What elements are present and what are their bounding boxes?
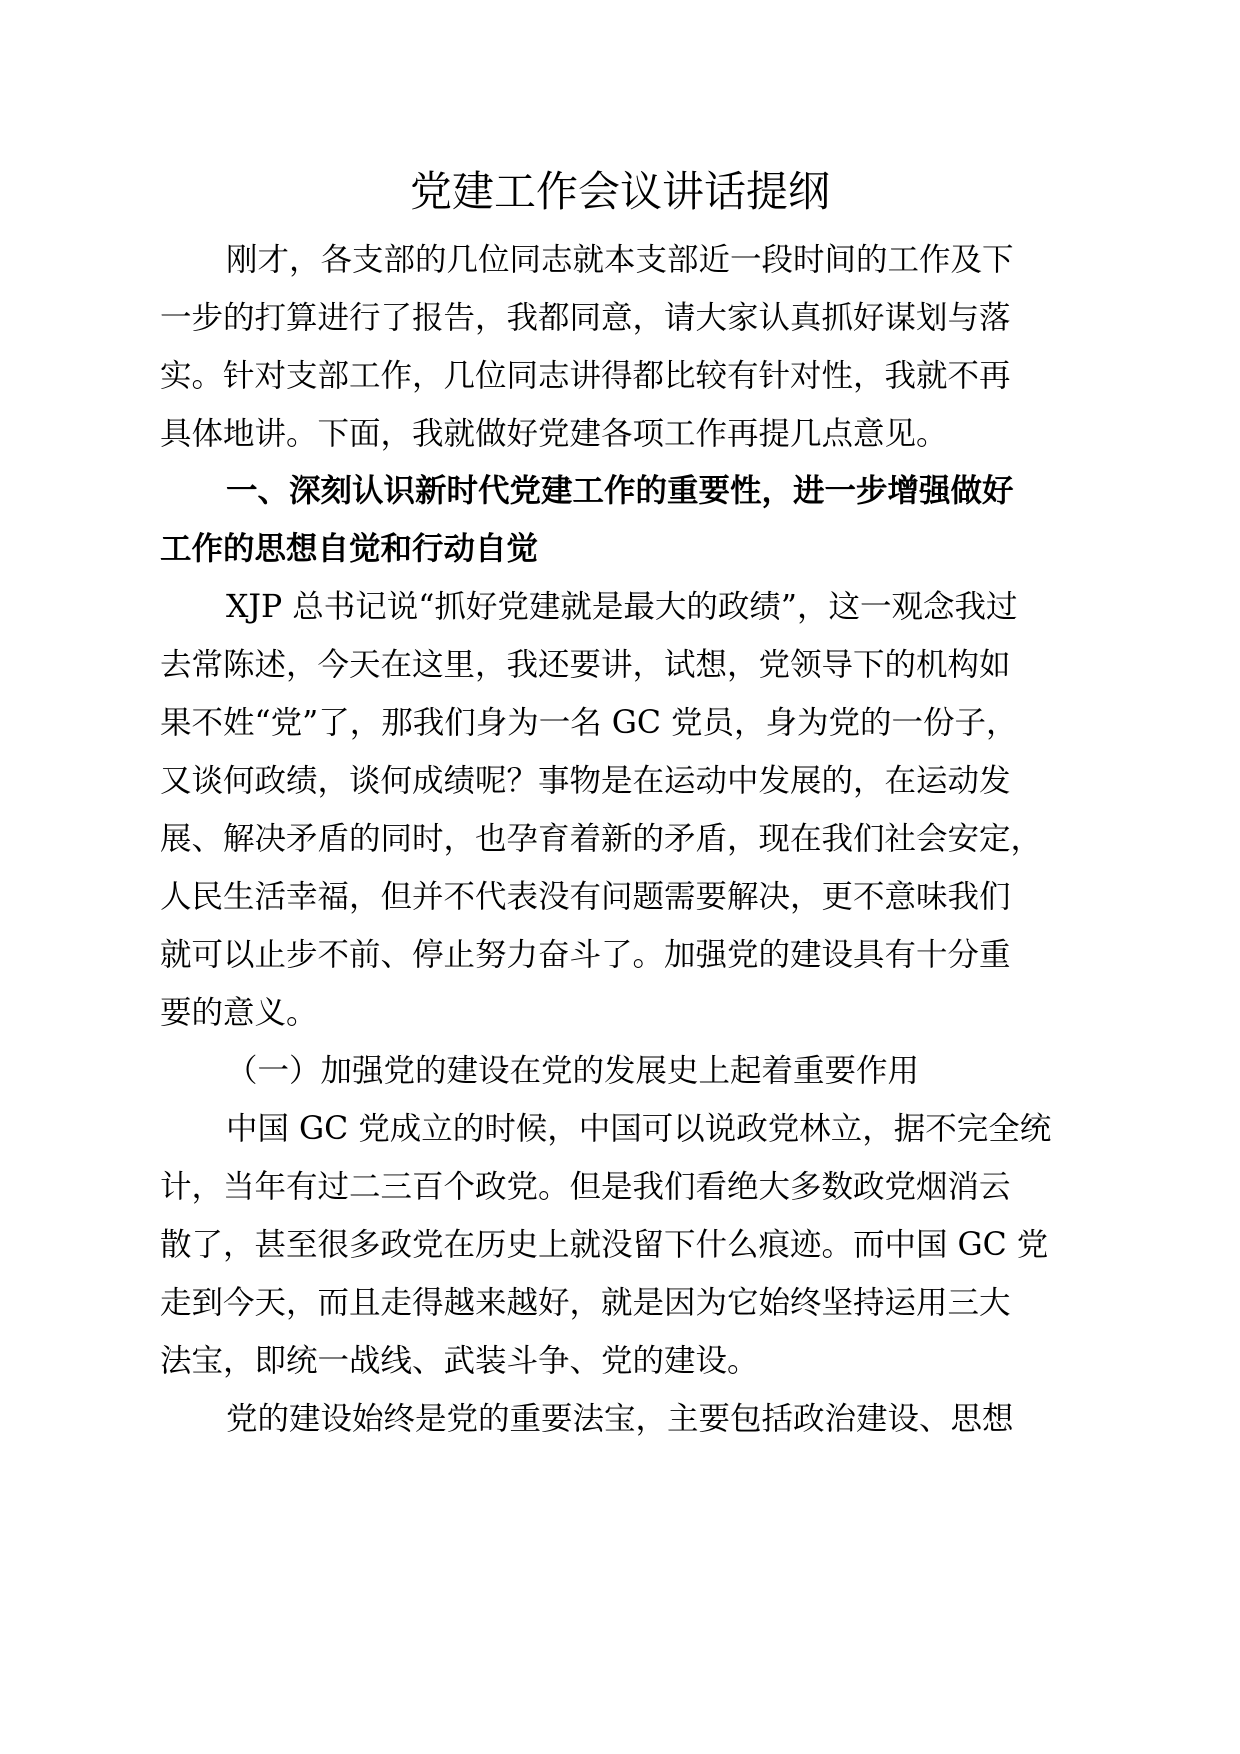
paragraph-line: XJP 总书记说“抓好党建就是最大的政绩”，这一观念我过 [226, 589, 1018, 625]
paragraph-line: 又谈何政绩，谈何成绩呢？事物是在运动中发展的，在运动发 [160, 763, 1011, 799]
subsection-heading-line: （一）加强党的建设在党的发展史上起着重要作用 [226, 1053, 920, 1089]
paragraph-line: 计，当年有过二三百个政党。但是我们看绝大多数政党烟消云 [160, 1169, 1011, 1205]
paragraph-line: 走到今天，而且走得越来越好，就是因为它始终坚持运用三大 [160, 1285, 1011, 1321]
paragraph-line: 果不姓“党”了，那我们身为一名 GC 党员，身为党的一份子， [160, 705, 1018, 741]
paragraph-line: 去常陈述，今天在这里，我还要讲，试想，党领导下的机构如 [160, 647, 1011, 683]
paragraph-line: 刚才，各支部的几位同志就本支部近一段时间的工作及下 [226, 242, 1014, 278]
paragraph-line: 具体地讲。下面，我就做好党建各项工作再提几点意见。 [160, 416, 948, 452]
section-heading-line: 一、深刻认识新时代党建工作的重要性，进一步增强做好 [226, 472, 1014, 509]
document-title: 党建工作会议讲话提纲 [409, 167, 830, 216]
paragraph-line: 法宝，即统一战线、武装斗争、党的建设。 [160, 1343, 759, 1379]
paragraph-line: 就可以止步不前、停止努力奋斗了。加强党的建设具有十分重 [160, 937, 1011, 973]
paragraph-line: 人民生活幸福，但并不代表没有问题需要解决，更不意味我们 [160, 879, 1011, 915]
section-heading-line: 工作的思想自觉和行动自觉 [160, 530, 539, 567]
paragraph-line: 要的意义。 [160, 995, 318, 1031]
paragraph-line: 散了，甚至很多政党在历史上就没留下什么痕迹。而中国 GC 党 [160, 1227, 1049, 1263]
paragraph-line: 党的建设始终是党的重要法宝，主要包括政治建设、思想 [226, 1401, 1014, 1437]
paragraph-line: 展、解决矛盾的同时，也孕育着新的矛盾，现在我们社会安定， [160, 821, 1043, 857]
paragraph-line: 中国 GC 党成立的时候，中国可以说政党林立，据不完全统 [226, 1111, 1052, 1147]
paragraph-line: 实。针对支部工作，几位同志讲得都比较有针对性，我就不再 [160, 358, 1011, 394]
paragraph-line: 一步的打算进行了报告，我都同意，请大家认真抓好谋划与落 [160, 300, 1011, 336]
